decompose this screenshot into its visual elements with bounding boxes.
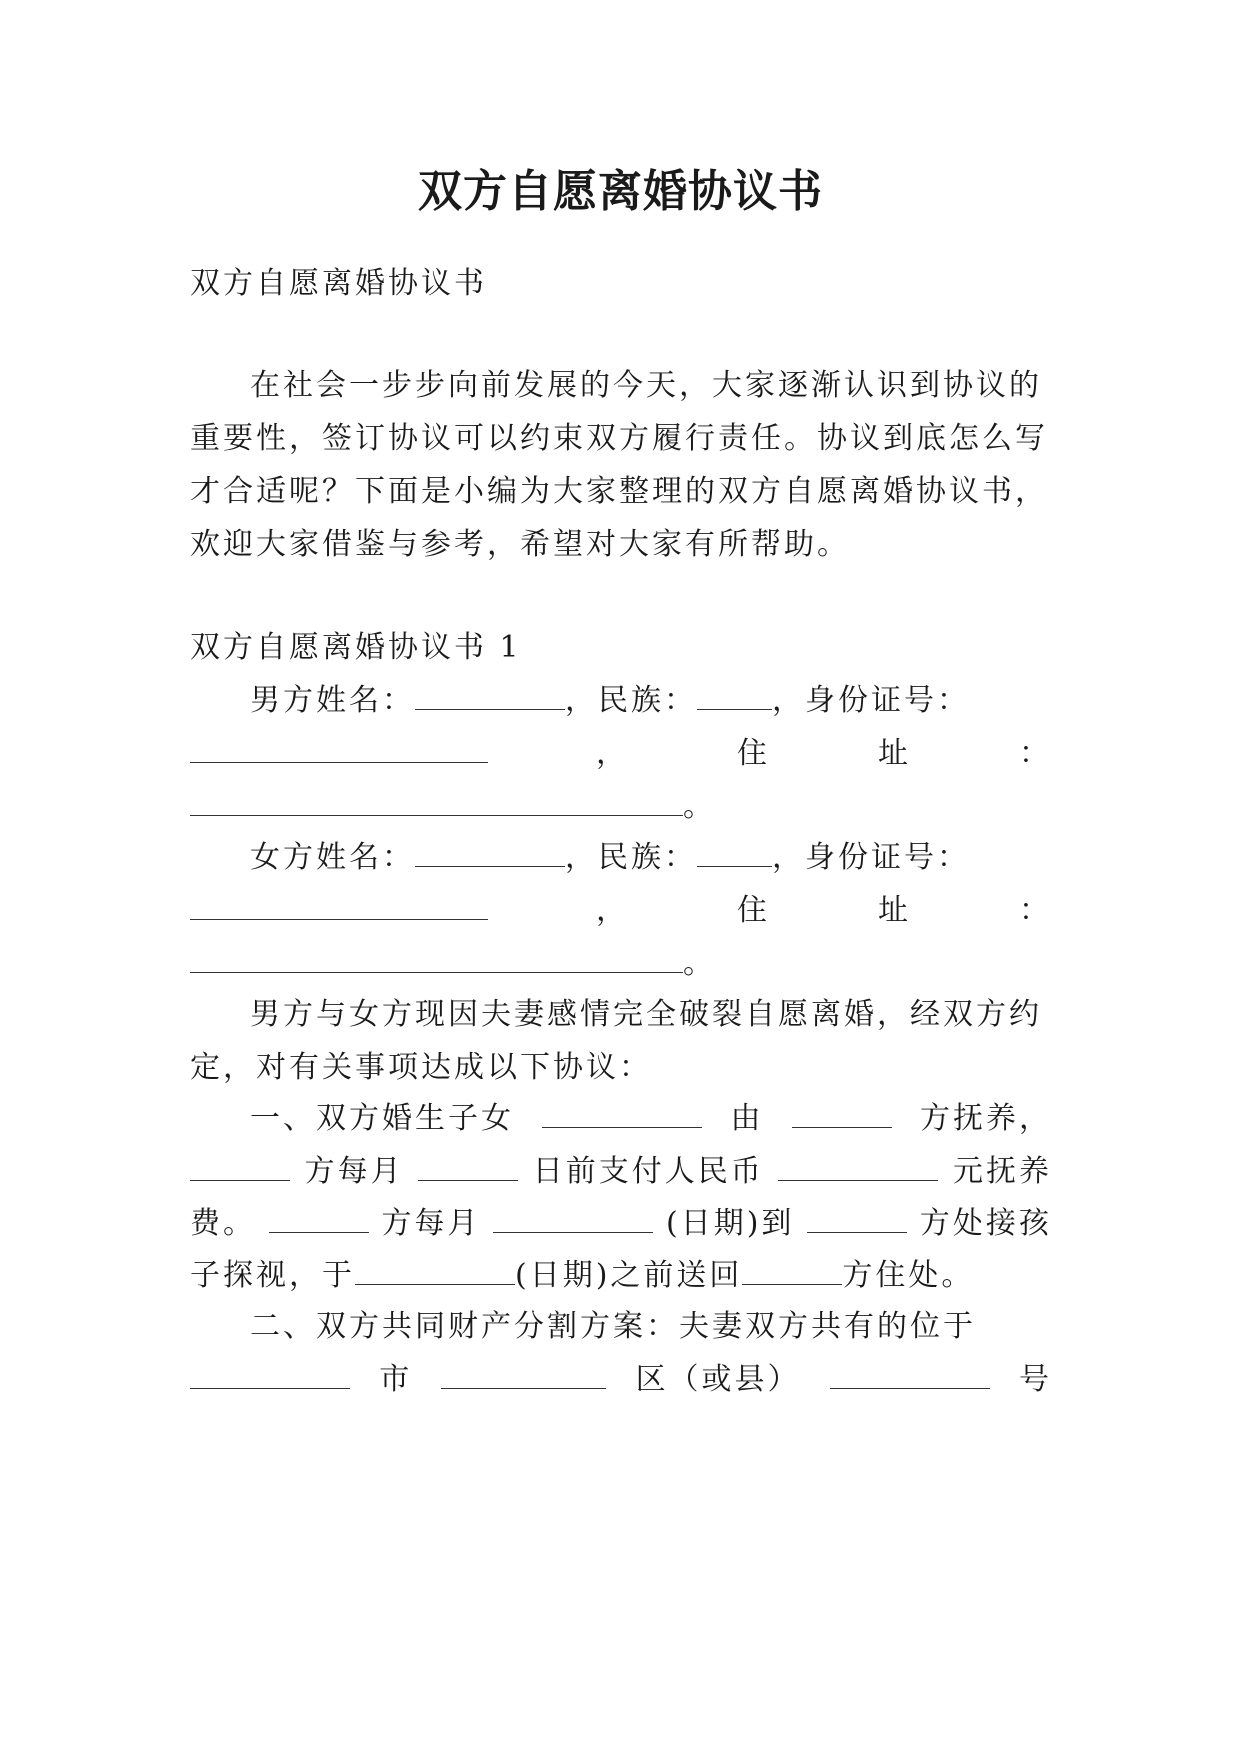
- clause2-blank-number: [830, 1360, 990, 1389]
- female-info-line-1: [250, 838, 1052, 878]
- male-name-label: 男方姓名：: [250, 683, 415, 718]
- intro-line-4: 欢迎大家借鉴与参考，希望对大家有所帮助。: [190, 527, 850, 562]
- clause1-blank-payer: [190, 1152, 290, 1181]
- clause1-text-l: (日期)之前送回: [515, 1258, 743, 1293]
- clause2-blank-district: [441, 1360, 606, 1389]
- clause1-text-a: 一、双方婚生子女: [250, 1101, 514, 1136]
- female-comma: ，: [596, 893, 629, 928]
- female-ethnic-label: ，民族：: [565, 840, 697, 875]
- clause2-text-number: 号: [1018, 1362, 1052, 1397]
- male-info-line-2: [190, 734, 1052, 774]
- clause1-text-f: 元抚养: [952, 1154, 1052, 1189]
- female-name-blank: [415, 838, 565, 867]
- clause1-text-k: 子探视，于: [190, 1258, 355, 1293]
- clause1-blank-visitor: [269, 1204, 369, 1233]
- clause1-line-2: [190, 1152, 1052, 1192]
- female-info-line-2: [190, 891, 1052, 931]
- agreement-line-1: 男方与女方现因夫妻感情完全破裂自愿离婚，经双方约: [250, 997, 1042, 1032]
- female-addr-colon: ：: [1019, 893, 1052, 928]
- intro-line-2: 重要性，签订协议可以约束双方履行责任。协议到底怎么写: [190, 421, 1048, 456]
- male-addr-colon: ：: [1019, 736, 1052, 771]
- male-id-label: ，身份证号：: [772, 683, 970, 718]
- female-period: 。: [683, 946, 716, 981]
- female-info-line-3: [190, 944, 1052, 984]
- male-id-blank: [190, 734, 488, 763]
- male-period: 。: [683, 789, 716, 824]
- clause2-line-1: 二、双方共同财产分割方案：夫妻双方共有的位于: [250, 1309, 976, 1344]
- clause1-blank-day: [418, 1152, 518, 1181]
- male-info-line-1: [250, 681, 1052, 721]
- clause1-blank-custody: [792, 1099, 892, 1128]
- clause1-text-d: 方每月: [304, 1154, 404, 1189]
- male-addr-char-2: 址: [878, 736, 911, 771]
- clause1-blank-visit-date: [493, 1204, 653, 1233]
- clause1-text-g: 费。: [190, 1206, 256, 1241]
- male-ethnic-blank: [697, 681, 772, 710]
- clause1-blank-return-date: [355, 1256, 515, 1285]
- male-comma: ，: [596, 736, 629, 771]
- section-heading: 双方自愿离婚协议书 1: [190, 630, 522, 665]
- clause1-text-c: 方抚养，: [920, 1101, 1052, 1136]
- clause1-blank-pickup-side: [807, 1204, 907, 1233]
- clause1-text-e: 日前支付人民币: [532, 1154, 764, 1189]
- document-subtitle: 双方自愿离婚协议书: [190, 266, 487, 301]
- clause1-text-i: (日期)到: [666, 1206, 795, 1241]
- female-address-blank: [190, 944, 683, 973]
- clause1-line-4: [190, 1256, 1052, 1296]
- male-name-blank: [415, 681, 565, 710]
- clause2-text-district: 区（或县）: [635, 1362, 801, 1397]
- clause1-line-1: [250, 1099, 1052, 1139]
- male-address-blank: [190, 787, 683, 816]
- clause1-line-3: [190, 1204, 1052, 1244]
- agreement-line-2: 定，对有关事项达成以下协议：: [190, 1050, 652, 1085]
- clause2-blank-city: [190, 1360, 350, 1389]
- male-ethnic-label: ，民族：: [565, 683, 697, 718]
- female-id-blank: [190, 891, 488, 920]
- clause1-text-h: 方每月: [381, 1206, 481, 1241]
- male-addr-char-1: 住: [737, 736, 770, 771]
- intro-line-1: 在社会一步步向前发展的今天，大家逐渐认识到协议的: [250, 368, 1042, 403]
- clause1-blank-child: [542, 1099, 702, 1128]
- clause1-blank-return-side: [742, 1256, 842, 1285]
- female-addr-char-1: 住: [737, 893, 770, 928]
- male-info-line-3: [190, 787, 1052, 827]
- clause1-text-j: 方处接孩: [919, 1206, 1052, 1241]
- intro-line-3: 才合适呢？下面是小编为大家整理的双方自愿离婚协议书，: [190, 474, 1048, 509]
- female-name-label: 女方姓名：: [250, 840, 415, 875]
- clause1-text-b: 由: [730, 1101, 764, 1136]
- clause2-line-2: [190, 1360, 1052, 1400]
- document-title: 双方自愿离婚协议书: [418, 166, 823, 217]
- clause1-text-m: 方住处。: [842, 1258, 975, 1293]
- female-id-label: ，身份证号：: [772, 840, 970, 875]
- clause1-blank-amount: [778, 1152, 938, 1181]
- clause2-text-city: 市: [379, 1362, 413, 1397]
- female-ethnic-blank: [697, 838, 772, 867]
- female-addr-char-2: 址: [878, 893, 911, 928]
